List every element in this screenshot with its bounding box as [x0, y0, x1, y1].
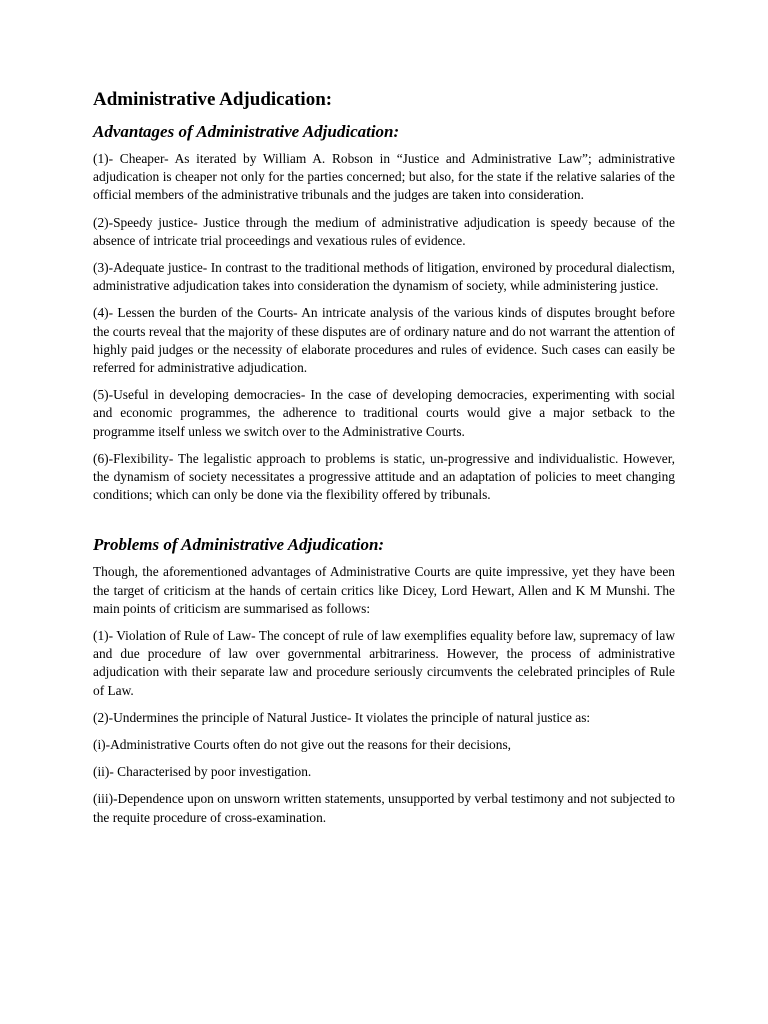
advantage-paragraph-5: (5)-Useful in developing democracies- In the case of developing democracies, experimenting with social and economic programmes, the adherence to traditional courts would give a major setback to the programme itself unless we switch over to the Administrative Courts.: [93, 387, 675, 439]
problem-paragraph-2: (2)-Undermines the principle of Natural Justice- It violates the principle of natural justice as:: [93, 709, 591, 725]
advantage-paragraph-4: (4)- Lessen the burden of the Courts- An intricate analysis of the various kinds of disputes brought before the courts reveal that the majority of these disputes are of ordinary nature and do not warrant the attention of highly paid judges or the necessity of elaborate procedures and rules of evidence. Such cases can easily be referred for administrative adjudication.: [93, 305, 675, 376]
advantage-paragraph-3: (3)-Adequate justice- In contrast to the traditional methods of litigation, environed by procedural dialectism, administrative adjudication takes into consideration the dynamism of society, while administering justice.: [93, 260, 675, 294]
document-title: Administrative Adjudication:: [93, 89, 333, 110]
advantages-heading: Advantages of Administrative Adjudication:: [93, 122, 400, 141]
problem-paragraph-2-iii: (iii)-Dependence upon on unsworn written statements, unsupported by verbal testimony and not subjected to the requite procedure of cross-examination.: [93, 791, 675, 825]
advantages-section: [93, 121, 675, 504]
advantage-paragraph-1: (1)- Cheaper- As iterated by William A. Robson in “Justice and Administrative Law”; administrative adjudication is cheaper not only for the parties concerned; but also, for the state if the relative salaries of the official members of the administrative tribunals and the judges are taken into consideration.: [93, 151, 675, 203]
problems-heading: Problems of Administrative Adjudication:: [93, 535, 385, 555]
advantage-paragraph-2: (2)-Speedy justice- Justice through the medium of administrative adjudication is speedy because of the absence of intricate trial proceedings and vexatious rules of evidence.: [93, 214, 675, 248]
document-page: [93, 88, 675, 836]
problem-paragraph-1: (1)- Violation of Rule of Law- The concept of rule of law exemplifies equality before law, supremacy of law and due procedure of law over governmental arbitrariness. However, the process of administrative adjudication with their separate law and procedure seriously circumvents the celebrated principles of Rule of Law.: [93, 628, 675, 698]
problem-paragraph-2-ii: (ii)- Characterised by poor investigation.: [93, 764, 312, 780]
problem-paragraph-intro: Though, the aforementioned advantages of Administrative Courts are quite impressive, yet they have been the target of criticism at the hands of certain critics like Dicey, Lord Hewart, Allen and K M Munshi. The main points of criticism are summarised as follows:: [93, 564, 675, 616]
advantage-paragraph-6: (6)-Flexibility- The legalistic approach to problems is static, un-progressive and individualistic. However, the dynamism of society necessitates a progressive attitude and an adaptation of policies to meet changing conditions; which can only be done via the flexibility offered by tribunals.: [93, 450, 675, 503]
problems-section: [93, 534, 675, 826]
problem-paragraph-2-i: (i)-Administrative Courts often do not give out the reasons for their decisions,: [93, 737, 511, 753]
